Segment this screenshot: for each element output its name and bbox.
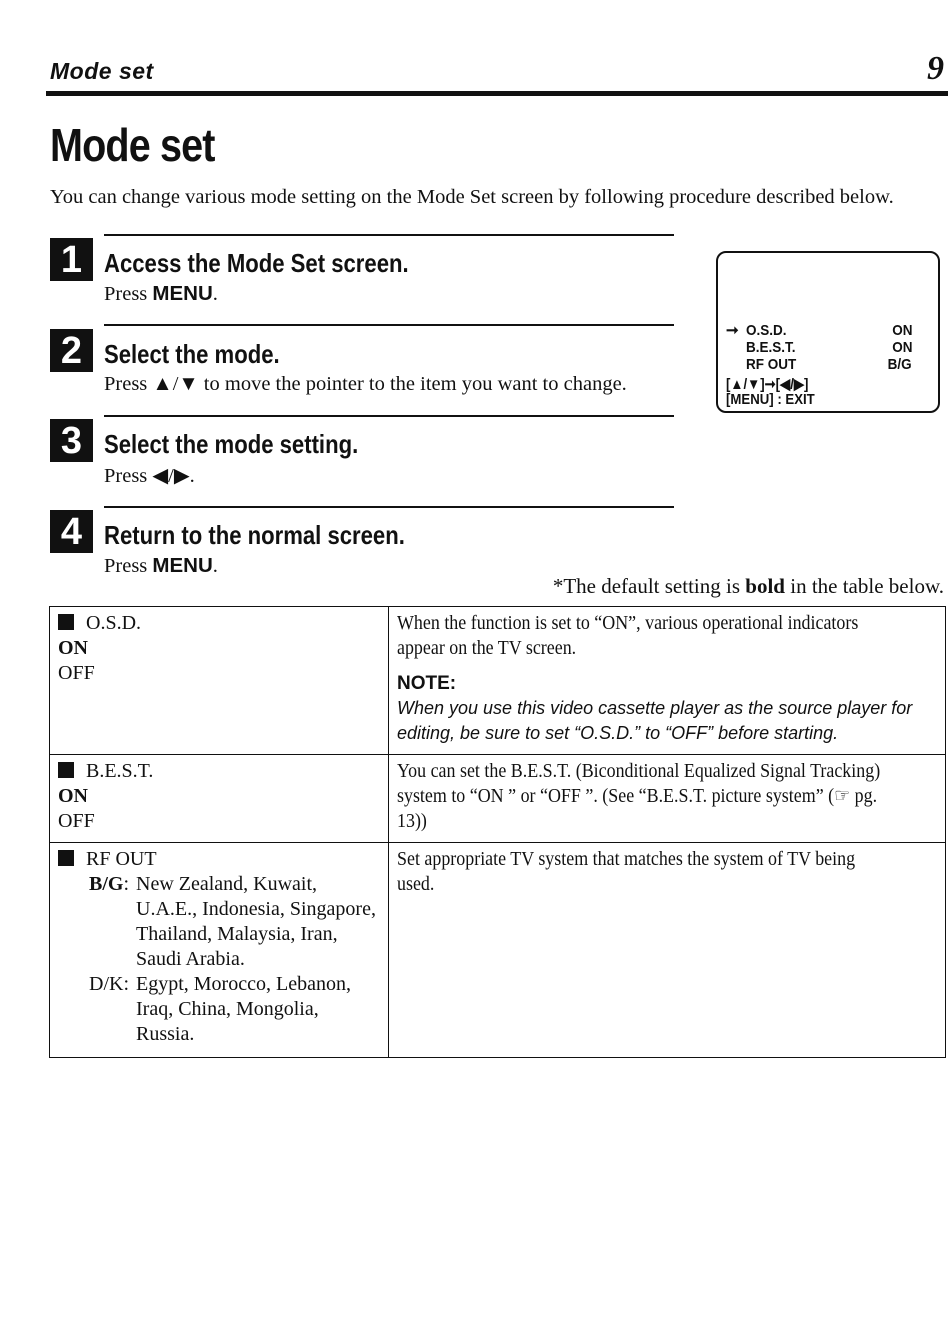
square-bullet-icon <box>58 762 74 778</box>
mode-settings-table <box>49 606 946 1058</box>
table-row <box>50 755 946 843</box>
rfout-options-cell: RF OUT B/G: New Zealand, Kuwait, U.A.E., Indonesia, Singapore, Thailand, Malaysia, Iran, Saudi Arabia. D/K: Egypt, Morocco, Lebanon, Iraq, China, Mongolia, Russia. <box>50 843 389 1058</box>
osd-exit-hint: [MENU] : EXIT <box>726 391 815 408</box>
step-1-title: Access the Mode Set screen. <box>104 248 409 278</box>
header-rule <box>46 91 948 96</box>
best-options-cell: B.E.S.T. ON OFF <box>50 755 389 843</box>
osd-description-cell: When the function is set to “ON”, various operational indicators appear on the TV screen. NOTE: When you use this video cassette player as the source player for editing, be sure to set “O.S.D.” to “OFF” before starting. <box>389 607 946 755</box>
step-divider <box>104 234 674 236</box>
step-divider <box>104 506 674 508</box>
step-4-title: Return to the normal screen. <box>104 520 405 550</box>
osd-row-rfout: RF OUT B/G <box>746 356 912 373</box>
step-number-1: 1 <box>50 238 93 281</box>
rfout-description-cell: Set appropriate TV system that matches the system of TV being used. <box>389 843 946 1058</box>
step-divider <box>104 324 674 326</box>
mode-set-screen-illustration <box>716 251 940 413</box>
step-number-4: 4 <box>50 510 93 553</box>
square-bullet-icon <box>58 850 74 866</box>
step-2-desc: Press ▲/▼ to move the pointer to the item you want to change. <box>104 373 627 395</box>
step-3-title: Select the mode setting. <box>104 429 359 459</box>
header-section-title: Mode set <box>50 58 154 84</box>
best-description-cell: You can set the B.E.S.T. (Biconditional Equalized Signal Tracking) system to “ON ” or “OFF ”. (See “B.E.S.T. picture system” (☞ pg. 13)) <box>389 755 946 843</box>
step-4-desc: Press MENU. <box>104 554 218 577</box>
square-bullet-icon <box>58 614 74 630</box>
osd-row-osd: ➞ O.S.D. ON <box>726 322 912 339</box>
page-number: 9 <box>927 50 944 87</box>
pointer-arrow-icon: ➞ <box>726 322 739 339</box>
step-1-desc: Press MENU. <box>104 282 218 305</box>
osd-options-cell: O.S.D. ON OFF <box>50 607 389 755</box>
default-setting-note: *The default setting is bold in the table below. <box>552 574 944 598</box>
step-number-2: 2 <box>50 329 93 372</box>
page-title: Mode set <box>50 119 215 171</box>
table-row <box>50 607 946 755</box>
step-number-3: 3 <box>50 419 93 462</box>
step-divider <box>104 415 674 417</box>
step-3-desc: Press ◀/▶. <box>104 465 195 487</box>
table-row <box>50 843 946 1058</box>
osd-row-best: B.E.S.T. ON <box>746 339 912 356</box>
step-2-title: Select the mode. <box>104 339 280 369</box>
osd-nav-hint: [▲/▼]➞[◀/▶] <box>726 376 809 393</box>
intro-text: You can change various mode setting on the Mode Set screen by following procedure described below. <box>50 186 894 208</box>
page-header <box>48 50 946 90</box>
